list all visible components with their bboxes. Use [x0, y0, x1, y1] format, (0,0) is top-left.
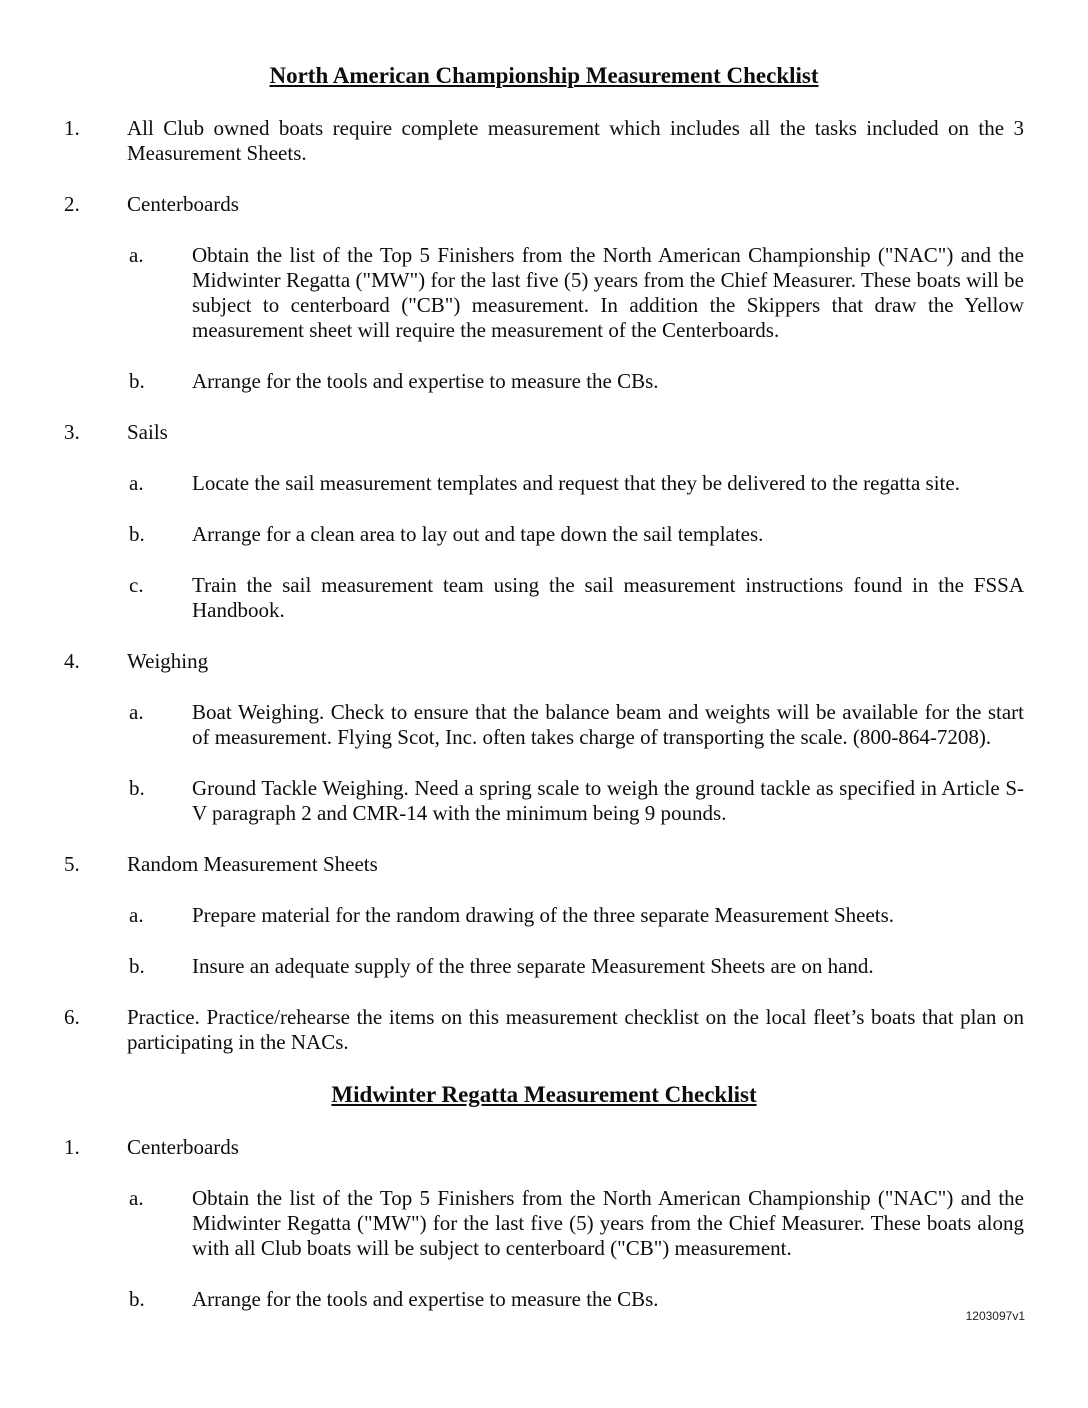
- item-text: Weighing: [127, 649, 209, 673]
- sub-item: [129, 573, 1024, 623]
- item-text: Practice. Practice/rehearse the items on this measurement checklist on the local fleet’s boats that plan on participating in the NACs.: [127, 1005, 1024, 1054]
- sub-text: Insure an adequate supply of the three separate Measurement Sheets are on hand.: [192, 954, 874, 978]
- section-title: Midwinter Regatta Measurement Checklist: [331, 1082, 757, 1107]
- list-item: [64, 192, 1024, 217]
- sub-text: Boat Weighing. Check to ensure that the balance beam and weights will be available for the start of measurement. Flying Scot, Inc. often takes charge of transporting the scale. (800-864-7208).: [192, 700, 1024, 749]
- sub-item: [129, 243, 1024, 343]
- sub-letter: c.: [129, 573, 144, 597]
- sub-text: Obtain the list of the Top 5 Finishers from the North American Championship ("NAC") and the Midwinter Regatta ("MW") for the last five (5) years from the Chief Measurer. These boats will be subject to centerboard ("CB") measurement. In addition the Skippers that draw the Yellow measurement sheet will require the measurement of the Centerboards.: [192, 243, 1024, 342]
- sub-letter: a.: [129, 1186, 144, 1210]
- sub-letter: b.: [129, 369, 145, 393]
- sub-text: Obtain the list of the Top 5 Finishers from the North American Championship ("NAC") and the Midwinter Regatta ("MW") for the last five (5) years from the Chief Measurer. These boats along with all Club boats will be subject to centerboard ("CB") measurement.: [192, 1186, 1024, 1260]
- item-text: Centerboards: [127, 1135, 239, 1159]
- item-number: 2.: [64, 192, 80, 216]
- sub-letter: b.: [129, 776, 145, 800]
- item-number: 1.: [64, 116, 80, 140]
- sub-item: [129, 471, 1024, 496]
- sub-item: [129, 700, 1024, 750]
- item-text: Random Measurement Sheets: [127, 852, 378, 876]
- sub-text: Prepare material for the random drawing of the three separate Measurement Sheets.: [192, 903, 895, 927]
- item-number: 5.: [64, 852, 80, 876]
- item-number: 3.: [64, 420, 80, 444]
- sub-text: Arrange for the tools and expertise to measure the CBs.: [192, 369, 659, 393]
- item-number: 1.: [64, 1135, 80, 1159]
- section-title: North American Championship Measurement Checklist: [269, 63, 819, 88]
- item-text: Centerboards: [127, 192, 239, 216]
- sub-item: [129, 1186, 1024, 1261]
- item-text: Sails: [127, 420, 168, 444]
- list-item: [64, 852, 1024, 877]
- sub-item: [129, 522, 1024, 547]
- sub-letter: b.: [129, 1287, 145, 1311]
- item-number: 4.: [64, 649, 80, 673]
- list-item: [64, 420, 1024, 445]
- sub-item: [129, 776, 1024, 826]
- sub-text: Arrange for the tools and expertise to measure the CBs.: [192, 1287, 659, 1311]
- sub-item: [129, 1287, 1024, 1312]
- sub-letter: a.: [129, 471, 144, 495]
- sub-text: Arrange for a clean area to lay out and tape down the sail templates.: [192, 522, 764, 546]
- item-text: All Club owned boats require complete measurement which includes all the tasks included on the 3 Measurement Sheets.: [127, 116, 1024, 165]
- list-item: [64, 1005, 1024, 1055]
- item-number: 6.: [64, 1005, 80, 1029]
- sub-letter: b.: [129, 954, 145, 978]
- sub-text: Locate the sail measurement templates and request that they be delivered to the regatta site.: [192, 471, 960, 495]
- sub-text: Train the sail measurement team using the sail measurement instructions found in the FSSA Handbook.: [192, 573, 1024, 622]
- sub-item: [129, 903, 1024, 928]
- list-item: [64, 1135, 1024, 1160]
- sub-item: [129, 954, 1024, 979]
- sub-item: [129, 369, 1024, 394]
- list-item: [64, 649, 1024, 674]
- list-item: [64, 116, 1024, 166]
- sub-letter: a.: [129, 700, 144, 724]
- sub-letter: a.: [129, 903, 144, 927]
- sub-text: Ground Tackle Weighing. Need a spring scale to weigh the ground tackle as specified in Article S-V paragraph 2 and CMR-14 with the minimum being 9 pounds.: [192, 776, 1024, 825]
- sub-letter: a.: [129, 243, 144, 267]
- doc-id-footer: 1203097v1: [965, 1309, 1025, 1323]
- sub-letter: b.: [129, 522, 145, 546]
